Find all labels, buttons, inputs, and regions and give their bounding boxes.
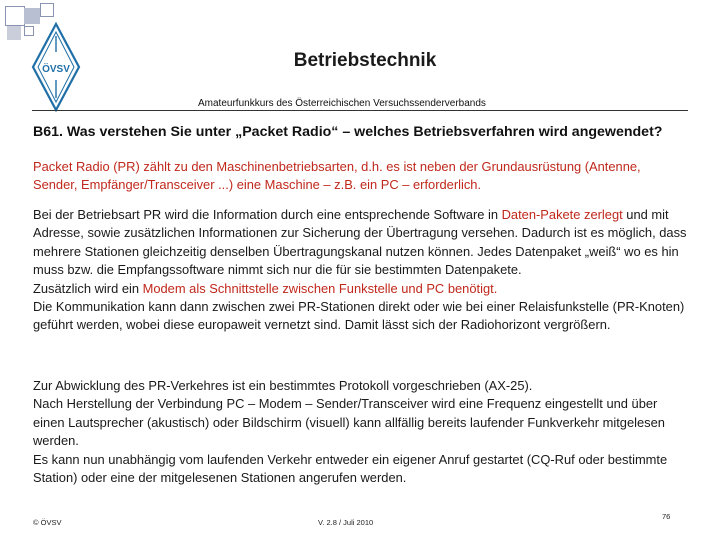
deco-square [7, 26, 21, 40]
deco-square [40, 3, 54, 17]
text-segment: Nach Herstellung der Verbindung PC – Modem – Sender/Transceiver wird eine Frequenz eingestellt und über einen Lautsprecher (akustisch) oder Bildschirm (visuell) kann allfällig bereits laufender Funkverkehr mitgelesen werden. [33, 396, 665, 449]
text-segment: Zusätzlich wird ein [33, 280, 143, 296]
paragraph-main [33, 206, 688, 335]
highlight-text: Modem als Schnittstelle zwischen Funkstelle und PC benötigt. [142, 280, 498, 296]
deco-square [5, 6, 25, 26]
text-segment: Die Kommunikation kann dann zwischen zwei PR-Stationen direkt oder wie bei einer Relaisfunkstelle (PR-Knoten) geführt werden, wobei diese europaweit vernetzt sind. Damit lässt sich der Radiohorizont vergrößern. [33, 299, 685, 333]
text-segment: Bei der Betriebsart PR wird die Information durch eine entsprechende Software in [33, 207, 502, 222]
page-number: 76 [662, 512, 671, 521]
paragraph-intro: Packet Radio (PR) zählt zu den Maschinenbetriebsarten, d.h. es ist neben der Grundausrüstung (Antenne, Sender, Empfänger/Transceiver ...) eine Maschine – z.B. ein PC – erforderlich. [33, 159, 641, 193]
footer-version: V. 2.8 / Juli 2010 [318, 518, 374, 527]
text-segment: und mit Adresse, sowie zusätzlichen Informationen zur Sicherung der Übertragung versehen. Dadurch ist es möglich, dass mehrere Stationen gleichzeitig denselben Übertragungskanal nutzen können. Jedes Datenpaket „weiß“ wo es hin muss bzw. die Empfangssoftware nimmt sich nur die für sie bestimmten Datenpakete. [33, 207, 687, 278]
svg-text:ÖVSV: ÖVSV [42, 64, 70, 75]
question-heading: B61. Was verstehen Sie unter „Packet Radio“ – welches Betriebsverfahren wird angewendet? [33, 124, 663, 140]
page-subtitle: Amateurfunkkurs des Österreichischen Versuchssenderverbands [198, 98, 486, 109]
footer-copyright: © ÖVSV [33, 518, 62, 527]
text-segment: Es kann nun unabhängig vom laufenden Verkehr entweder ein eigener Anruf gestartet (CQ-Ruf oder bestimmte Station) oder eine der mitgelesenen Stationen angerufen werden. [33, 451, 668, 486]
header-divider [32, 110, 688, 111]
paragraph-protocol [33, 377, 688, 487]
highlight-text: Daten-Pakete zerlegt [501, 207, 623, 222]
page-title: Betriebstechnik [293, 50, 437, 71]
text-segment: Zur Abwicklung des PR-Verkehres ist ein bestimmtes Protokoll vorgeschrieben (AX-25). [33, 378, 533, 393]
